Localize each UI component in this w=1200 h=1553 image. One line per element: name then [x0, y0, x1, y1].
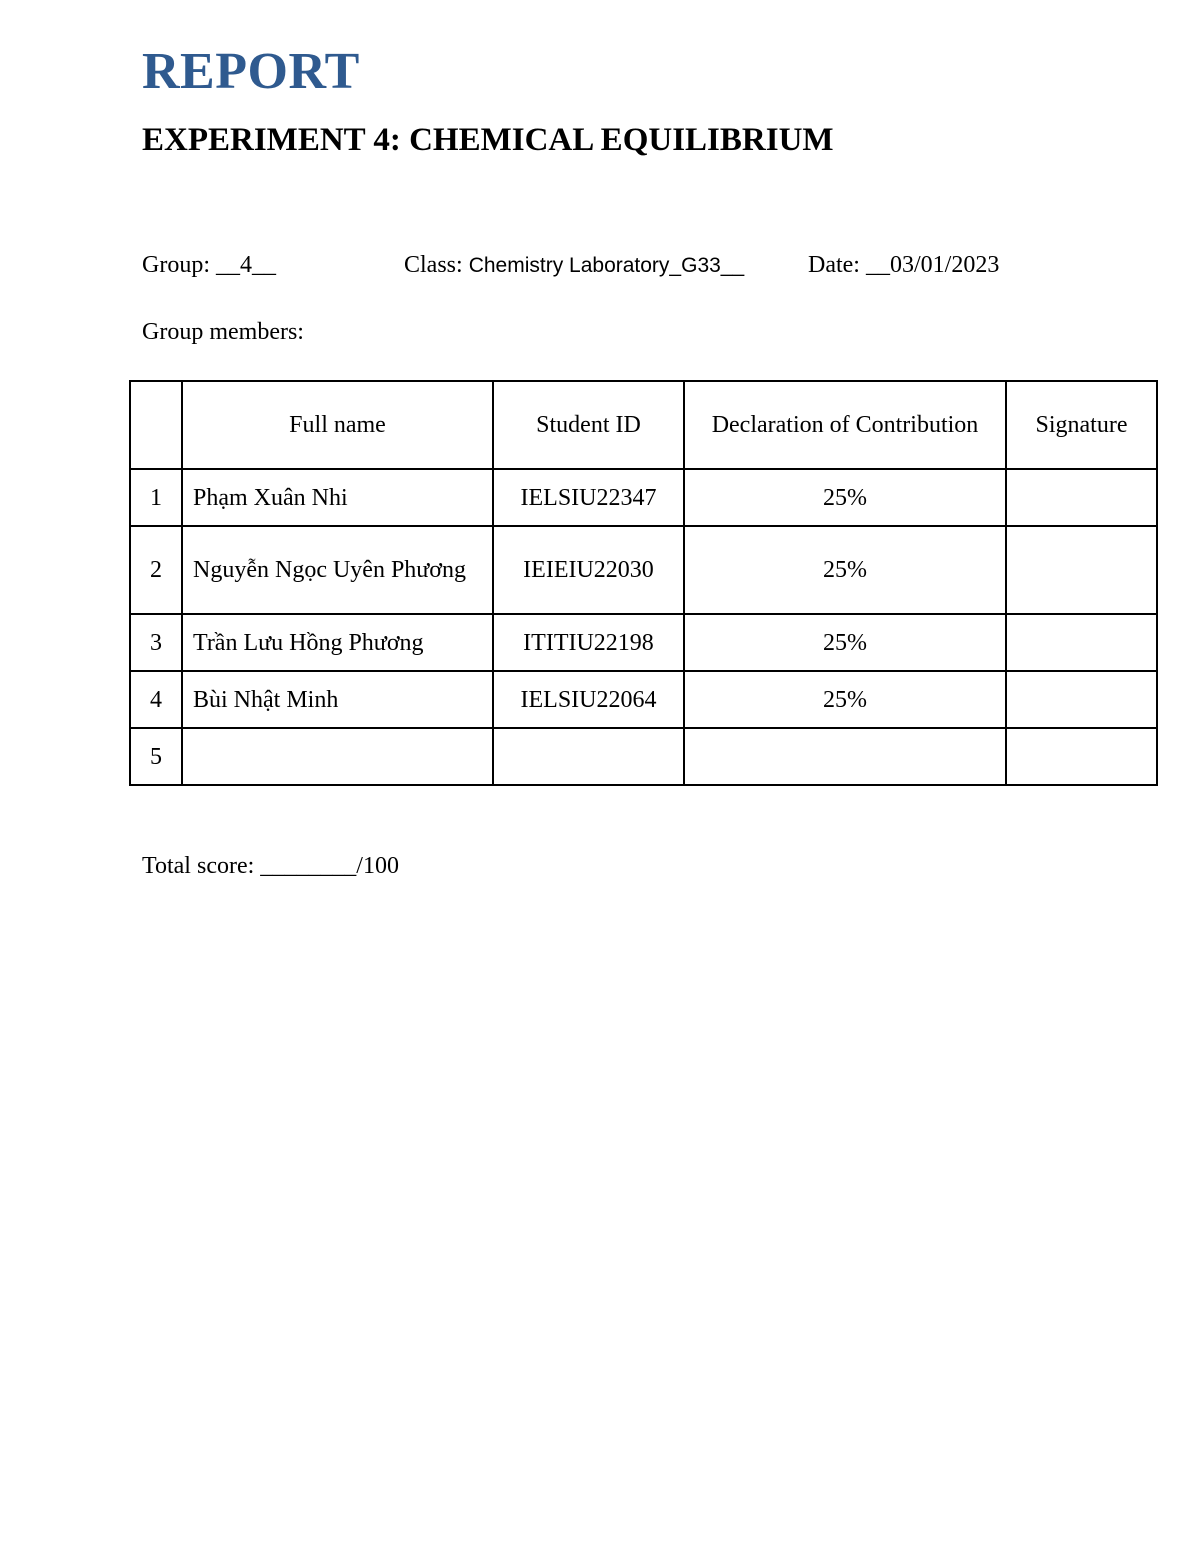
group-members-label: Group members:	[142, 319, 304, 345]
member-name: Phạm Xuân Nhi	[182, 469, 493, 526]
student-id: IELSIU22347	[493, 469, 684, 526]
table-row	[130, 671, 1157, 728]
contribution	[684, 728, 1006, 785]
total-score-field	[142, 851, 399, 881]
members-table	[129, 380, 1158, 786]
table-row	[130, 728, 1157, 785]
header-full-name: Full name	[182, 381, 493, 469]
table-row	[130, 469, 1157, 526]
row-number: 5	[130, 728, 182, 785]
total-score-value: ________/100	[260, 853, 399, 879]
header-contribution: Declaration of Contribution	[684, 381, 1006, 469]
signature-cell	[1006, 671, 1157, 728]
date-field	[808, 250, 999, 280]
contribution: 25%	[684, 469, 1006, 526]
date-label: Date:	[808, 252, 860, 278]
contribution: 25%	[684, 671, 1006, 728]
member-name: Nguyễn Ngọc Uyên Phương	[182, 526, 493, 614]
group-label: Group:	[142, 252, 210, 278]
table-row	[130, 614, 1157, 671]
class-label: Class:	[404, 252, 463, 278]
contribution: 25%	[684, 526, 1006, 614]
row-number: 1	[130, 469, 182, 526]
row-number: 2	[130, 526, 182, 614]
header-signature: Signature	[1006, 381, 1157, 469]
row-number: 3	[130, 614, 182, 671]
member-name: Bùi Nhật Minh	[182, 671, 493, 728]
contribution: 25%	[684, 614, 1006, 671]
group-field	[142, 250, 276, 280]
member-name: Trần Lưu Hồng Phương	[182, 614, 493, 671]
header-no	[130, 381, 182, 469]
header-student-id: Student ID	[493, 381, 684, 469]
student-id: ITITIU22198	[493, 614, 684, 671]
student-id	[493, 728, 684, 785]
signature-cell	[1006, 728, 1157, 785]
row-number: 4	[130, 671, 182, 728]
table-row	[130, 526, 1157, 614]
total-score-label: Total score:	[142, 853, 255, 879]
date-value: __03/01/2023	[865, 252, 1000, 278]
student-id: IELSIU22064	[493, 671, 684, 728]
signature-cell	[1006, 469, 1157, 526]
report-title: REPORT	[142, 43, 360, 100]
student-id: IEIEIU22030	[493, 526, 684, 614]
member-name	[182, 728, 493, 785]
class-value: Chemistry Laboratory_G33__	[468, 254, 745, 277]
signature-cell	[1006, 526, 1157, 614]
table-header-row	[130, 381, 1157, 469]
group-value: __4__	[216, 252, 276, 278]
class-field	[404, 250, 744, 281]
experiment-title: EXPERIMENT 4: CHEMICAL EQUILIBRIUM	[142, 122, 834, 158]
signature-cell	[1006, 614, 1157, 671]
